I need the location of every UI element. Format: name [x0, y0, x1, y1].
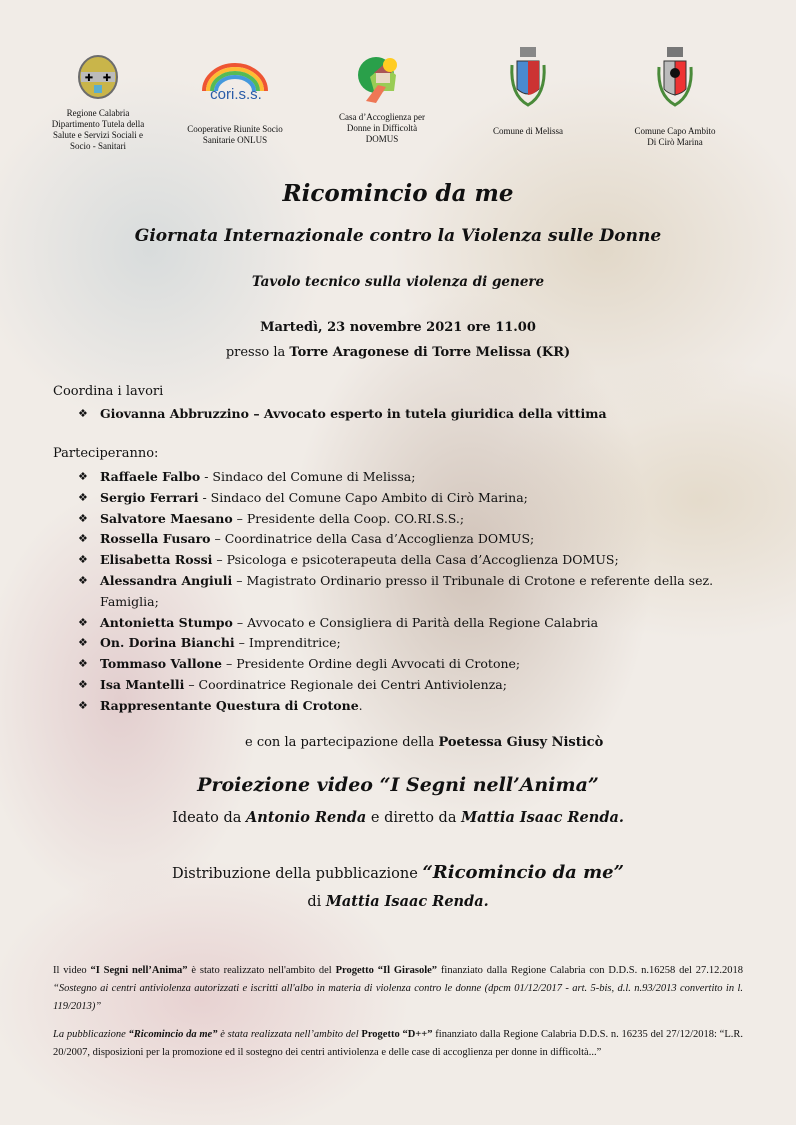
caption-line: Sanitarie ONLUS — [202, 135, 268, 145]
participants-label: Parteciperanno: — [53, 446, 159, 461]
diamond-bullet-icon: ❖ — [78, 532, 88, 546]
caption-line: Cooperative Riunite Socio — [187, 124, 283, 134]
participant-role: - Sindaco del Comune Capo Ambito di Cirò Marina; — [198, 489, 528, 505]
participant-role: – Psicologa e psicoterapeuta della Casa d’Accoglienza DOMUS; — [212, 552, 619, 568]
video-title: Proiezione video “I Segni nell’Anima” — [197, 774, 599, 796]
participant-name: Rappresentante Questura di Crotone — [100, 697, 359, 713]
caption-line: Comune Capo Ambito — [634, 126, 716, 136]
credit-text: Ideato da — [172, 810, 247, 826]
guest-prefix: e con la partecipazione della — [245, 735, 439, 750]
participant-item — [53, 509, 723, 530]
participant-item — [53, 529, 723, 550]
list-item — [53, 404, 753, 425]
participant-role: – Presidente della Coop. CO.RI.S.S.; — [232, 510, 465, 526]
participant-name: Elisabetta Rossi — [100, 552, 213, 568]
publication-author-name: Mattia Isaac Renda. — [325, 893, 489, 910]
venue-name: Torre Aragonese di Torre Melissa (KR) — [289, 345, 571, 360]
director-name: Mattia Isaac Renda. — [461, 809, 624, 826]
participant-name: Rossella Fusaro — [100, 531, 211, 547]
diamond-bullet-icon: ❖ — [78, 615, 88, 629]
diamond-bullet-icon: ❖ — [78, 677, 88, 691]
event-date: Martedì, 23 novembre 2021 ore 11.00 — [260, 320, 536, 335]
caption-line: Socio - Sanitari — [70, 141, 126, 151]
participant-item — [53, 613, 723, 634]
event-venue — [0, 345, 796, 360]
logo-regione-calabria — [28, 55, 168, 152]
domus-logo-icon — [356, 51, 408, 103]
svg-text:✚: ✚ — [102, 73, 112, 84]
melissa-coat-of-arms-icon — [508, 45, 548, 111]
caption-line: Donne in Difficoltà — [346, 123, 418, 133]
subtitle-tavolo: Tavolo tecnico sulla violenza di genere — [251, 274, 545, 290]
participant-name: Isa Mantelli — [100, 676, 185, 692]
participant-item — [53, 696, 723, 717]
participant-item — [53, 467, 723, 488]
logo-coriss — [165, 61, 305, 146]
regione-calabria-emblem-icon — [76, 55, 120, 99]
publication-by: di — [307, 894, 326, 910]
diamond-bullet-icon: ❖ — [78, 407, 88, 420]
footnote-video: Il video “I Segni nell’Anima” è stato realizzato nell'ambito del Progetto “Il Girasole” finanziato dalla Regione Calabria con D.D.S. n.16258 del 27.12.2018 “Sostegno ai centri antiviolenza autorizzati e iscritti all'albo in materia di violenza contro le donne (dpcm 01/12/2017 - art. 5-bis, d.l. n.93/2013 convertito in l. 119/2013)” — [53, 965, 744, 1012]
caption-line: Comune di Melissa — [493, 126, 563, 136]
publication-prefix: Distribuzione della pubblicazione — [172, 866, 423, 882]
caption-line: Regione Calabria — [66, 108, 130, 118]
participant-name: Raffaele Falbo — [100, 469, 201, 484]
venue-prefix: presso la — [225, 345, 290, 360]
participant-item — [53, 675, 723, 696]
guest-name: Poetessa Giusy Nisticò — [438, 735, 604, 750]
footnote-publication: La pubblicazione “Ricomincio da me” è stata realizzata nell’ambito del Progetto “D++” finanziato dalla Regione Calabria D.D.S. n. 16235 del 27/12/2018: “L.R. 20/2007, disposizioni per la promozione ed il sostegno dei centri antiviolenza e delle case di accoglienza per donne in difficoltà...” — [53, 1029, 743, 1058]
rainbow-logo-icon — [200, 61, 270, 101]
coordinator-label: Coordina i lavori — [53, 384, 164, 399]
coordinator-name: Giovanna Abbruzzino – Avvocato esperto in tutela giuridica della vittima — [100, 406, 607, 421]
ciro-marina-coat-of-arms-icon — [655, 45, 695, 111]
participant-role: – Presidente Ordine degli Avvocati di Crotone; — [222, 656, 521, 672]
svg-text:✚: ✚ — [84, 73, 94, 84]
participant-name: On. Dorina Bianchi — [100, 635, 235, 651]
diamond-bullet-icon: ❖ — [78, 636, 88, 650]
subtitle: Giornata Internazionale contro la Violenza sulle Donne — [134, 226, 662, 246]
publication-title: “Ricomincio da me” — [422, 862, 624, 883]
logo-melissa — [458, 45, 598, 137]
diamond-bullet-icon: ❖ — [78, 553, 88, 567]
participant-name: Sergio Ferrari — [100, 489, 199, 505]
participant-item — [53, 654, 723, 675]
diamond-bullet-icon: ❖ — [78, 470, 88, 483]
svg-text:cori.s.s.: cori.s.s. — [210, 86, 262, 101]
participant-role: – Imprenditrice; — [234, 635, 341, 651]
credit-text: e diretto da — [366, 810, 462, 826]
participant-item — [53, 550, 723, 571]
caption-line: DOMUS — [365, 134, 399, 144]
participant-role: – Coordinatrice della Casa d’Accoglienza DOMUS; — [210, 531, 535, 547]
participant-name: Tommaso Vallone — [100, 656, 223, 672]
participant-name: Antonietta Stumpo — [100, 614, 233, 630]
logo-ciro-marina — [605, 45, 745, 148]
diamond-bullet-icon: ❖ — [78, 657, 88, 671]
logo-domus — [312, 51, 452, 145]
participant-item — [53, 488, 723, 509]
participant-name: Salvatore Maesano — [100, 510, 233, 526]
coordinator-list — [53, 404, 753, 425]
logo-bar — [0, 45, 796, 165]
diamond-bullet-icon: ❖ — [78, 698, 88, 712]
diamond-bullet-icon: ❖ — [78, 511, 88, 525]
participants-list — [53, 467, 723, 717]
caption-line: Dipartimento Tutela della — [51, 119, 145, 129]
participant-role: – Coordinatrice Regionale dei Centri Antiviolenza; — [184, 676, 507, 692]
caption-line: Di Cirò Marina — [647, 137, 703, 147]
diamond-bullet-icon: ❖ — [78, 490, 88, 504]
guest-line — [245, 735, 603, 750]
publication-line — [0, 862, 796, 883]
participant-role: – Avvocato e Consigliera di Parità della Regione Calabria — [232, 614, 599, 630]
page-title: Ricomincio da me — [282, 180, 514, 207]
publication-author — [0, 893, 796, 910]
participant-name: Alessandra Angiuli — [100, 572, 233, 588]
diamond-bullet-icon: ❖ — [78, 573, 88, 587]
participant-item — [53, 571, 723, 613]
video-credits — [0, 809, 796, 826]
participant-role: – Magistrato Ordinario presso il Tribunale di Crotone e referente della sez. Famiglia; — [100, 572, 714, 609]
caption-line: Casa d’Accoglienza per — [339, 112, 425, 122]
participant-item — [53, 633, 723, 654]
participant-role: - Sindaco del Comune di Melissa; — [200, 469, 416, 484]
caption-line: Salute e Servizi Sociali e — [53, 130, 143, 140]
author-name: Antonio Renda — [246, 809, 367, 826]
participant-role: . — [358, 697, 363, 713]
